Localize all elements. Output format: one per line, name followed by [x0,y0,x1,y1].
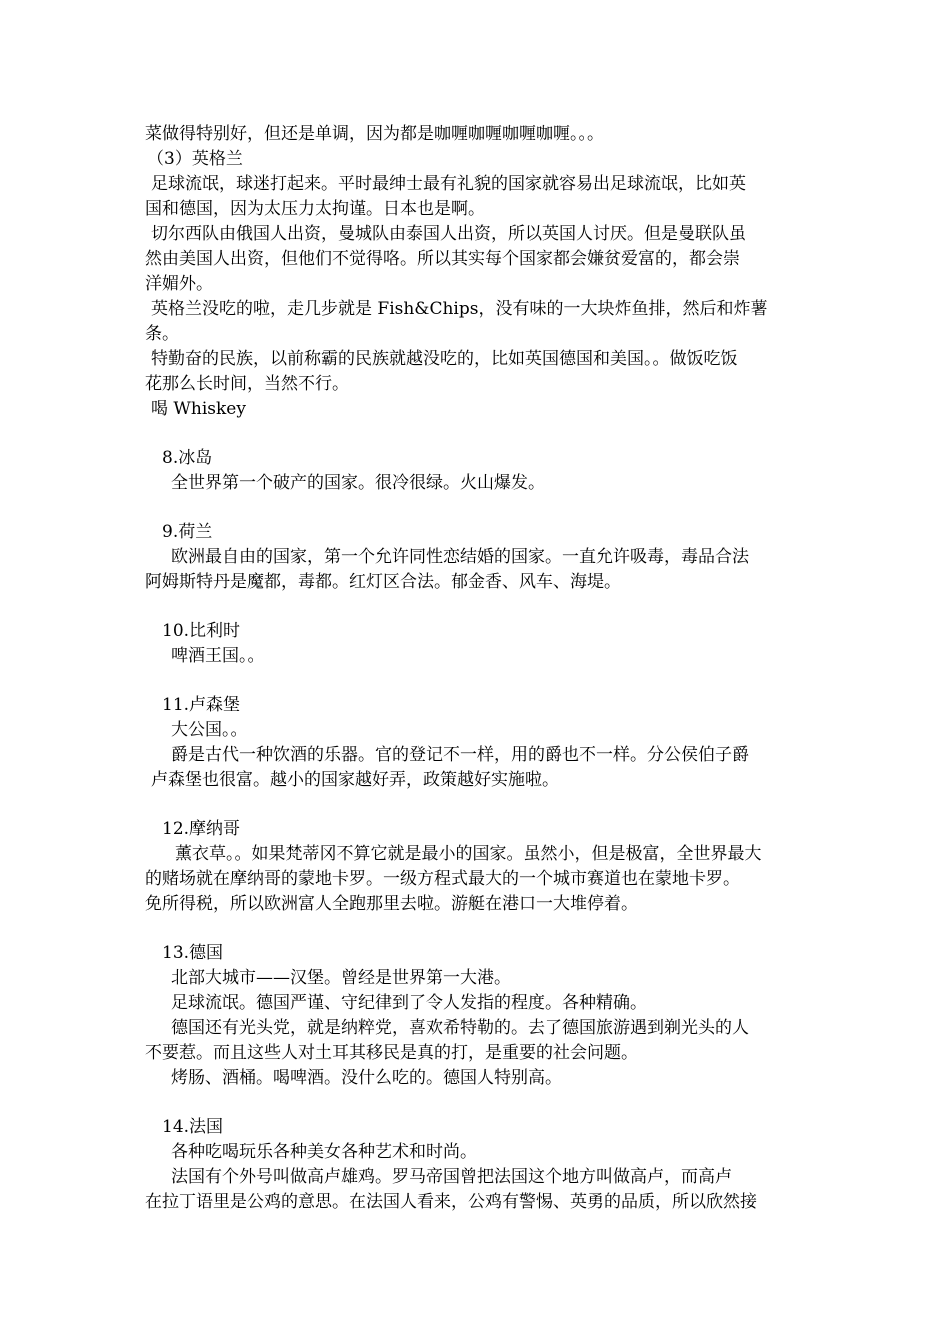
paragraph-line: 卢森堡也很富。越小的国家越好弄，政策越好实施啦。 [151,770,559,790]
paragraph-line: 然由美国人出资，但他们不觉得咯。所以其实每个国家都会嫌贫爱富的，都会崇 [145,249,740,269]
paragraph-line: 喝 Whiskey [151,399,246,419]
paragraph-line: 菜做得特别好，但还是单调，因为都是咖喱咖喱咖喱咖喱。。。 [145,124,604,144]
section-heading-iceland: 8.冰岛 [162,448,213,468]
paragraph-line: 洋媚外。 [145,274,213,294]
paragraph-line: 足球流氓，球迷打起来。平时最绅士最有礼貌的国家就容易出足球流氓，比如英 [151,174,746,194]
paragraph-line: 切尔西队由俄国人出资，曼城队由泰国人出资，所以英国人讨厌。但是曼联队虽 [151,224,746,244]
paragraph-line: 各种吃喝玩乐各种美女各种艺术和时尚。 [171,1142,477,1162]
paragraph-line: 花那么长时间，当然不行。 [145,374,349,394]
spacer [145,917,815,941]
paragraph-line: 欧洲最自由的国家，第一个允许同性恋结婚的国家。一直允许吸毒，毒品合法 [171,547,749,567]
paragraph-line: 条。 [145,324,179,344]
paragraph-line: 全世界第一个破产的国家。很冷很绿。火山爆发。 [171,473,545,493]
paragraph-line: 阿姆斯特丹是魔都，毒都。红灯区合法。郁金香、风车、海堤。 [145,572,621,592]
spacer [145,422,815,446]
section-heading-belgium: 10.比利时 [162,621,241,641]
spacer [145,793,815,817]
section-heading-england: （3）英格兰 [147,149,243,169]
section-heading-monaco: 12.摩纳哥 [162,819,241,839]
paragraph-line: 英格兰没吃的啦，走几步就是 Fish&Chips，没有味的一大块炸鱼排，然后和炸薯 [151,299,768,319]
paragraph-line: 国和德国，因为太压力太拘谨。日本也是啊。 [145,199,485,219]
section-heading-france: 14.法国 [162,1117,224,1137]
paragraph-line: 啤酒王国。。 [171,646,265,666]
spacer [145,496,815,520]
spacer [145,1091,815,1115]
spacer [145,669,815,693]
section-heading-netherlands: 9.荷兰 [162,522,213,542]
paragraph-line: 特勤奋的民族，以前称霸的民族就越没吃的，比如英国德国和美国。。做饭吃饭 [151,349,738,369]
paragraph-line: 在拉丁语里是公鸡的意思。在法国人看来，公鸡有警惕、英勇的品质，所以欣然接 [145,1192,757,1212]
spacer [145,595,815,619]
paragraph-line: 北部大城市——汉堡。曾经是世界第一大港。 [171,968,511,988]
paragraph-line: 不要惹。而且这些人对土耳其移民是真的打，是重要的社会问题。 [145,1043,638,1063]
document-body [145,122,815,1215]
paragraph-line: 大公国。。 [171,720,248,740]
paragraph-line: 法国有个外号叫做高卢雄鸡。罗马帝国曾把法国这个地方叫做高卢，而高卢 [171,1167,732,1187]
paragraph-line: 免所得税，所以欧洲富人全跑那里去啦。游艇在港口一大堆停着。 [145,894,638,914]
paragraph-line: 的赌场就在摩纳哥的蒙地卡罗。一级方程式最大的一个城市赛道也在蒙地卡罗。 [145,869,740,889]
paragraph-line: 烤肠、酒桶。喝啤酒。没什么吃的。德国人特别高。 [171,1068,562,1088]
paragraph-line: 足球流氓。德国严谨、守纪律到了令人发指的程度。各种精确。 [171,993,647,1013]
paragraph-line: 爵是古代一种饮酒的乐器。官的登记不一样，用的爵也不一样。分公侯伯子爵 [171,745,749,765]
section-heading-germany: 13.德国 [162,943,224,963]
paragraph-line: 德国还有光头党，就是纳粹党，喜欢希特勒的。去了德国旅游遇到剃光头的人 [171,1018,749,1038]
section-heading-luxembourg: 11.卢森堡 [162,695,241,715]
paragraph-line: 薰衣草。。如果梵蒂冈不算它就是最小的国家。虽然小，但是极富，全世界最大 [175,844,762,864]
